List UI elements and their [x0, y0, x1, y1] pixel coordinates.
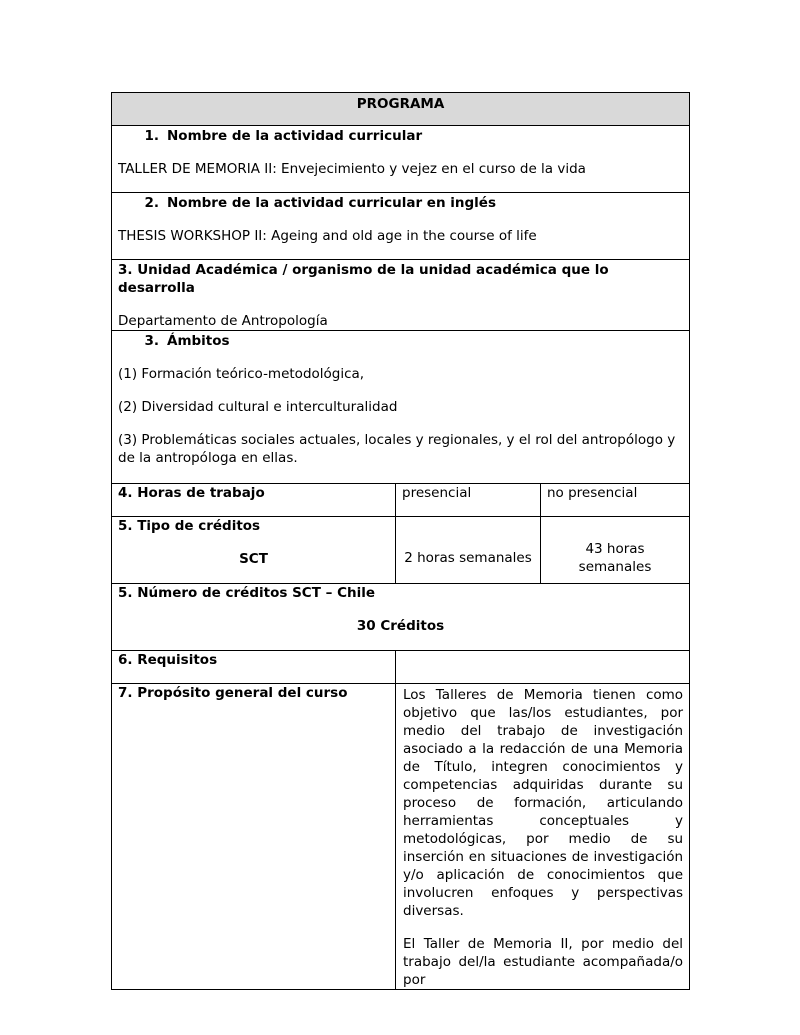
tipo-row	[112, 517, 690, 584]
tipo-presencial: 2 horas semanales	[396, 517, 541, 584]
program-table	[111, 92, 690, 990]
tipo-no-presencial: 43 horas semanales	[541, 517, 690, 584]
tipo-cell	[112, 517, 396, 584]
program-header-cell	[112, 93, 690, 126]
proposito-paragraph-1: Los Talleres de Memoria tienen como objetivo que las/los estudiantes, por medio del trabajo de investigación asociado a la redacción de una Memoria de Título, integren conocimientos y competencias adquiridas durante su proceso de formación, articulando herramientas conceptuales y metodológicas, por medio de su inserción en situaciones de investigación y/o aplicación de conocimientos que involucren enfoques y perspectivas diversas.	[403, 687, 684, 919]
ambito-item: (1) Formación teórico-metodológica,	[118, 366, 365, 382]
ambitos-number: 3.	[144, 333, 159, 349]
section-1-title: Nombre de la actividad curricular	[167, 128, 423, 144]
numero-label: 5. Número de créditos SCT – Chile	[118, 585, 375, 601]
ambitos-title: Ámbitos	[167, 333, 230, 349]
section-1-value: TALLER DE MEMORIA II: Envejecimiento y vejez en el curso de la vida	[118, 161, 586, 177]
section-3-row	[112, 260, 690, 331]
section-1-cell	[112, 126, 690, 193]
tipo-label: 5. Tipo de créditos	[118, 518, 261, 534]
proposito-row	[112, 684, 690, 990]
requisitos-value	[396, 651, 690, 684]
section-3-value: Departamento de Antropología	[118, 313, 328, 329]
horas-label: 4. Horas de trabajo	[112, 484, 396, 517]
section-2-row	[112, 193, 690, 260]
section-3-cell	[112, 260, 690, 331]
section-2-cell	[112, 193, 690, 260]
section-2-number: 2.	[144, 195, 159, 211]
proposito-cell	[396, 684, 690, 990]
numero-row	[112, 584, 690, 651]
numero-cell	[112, 584, 690, 651]
program-header: PROGRAMA	[356, 96, 445, 112]
section-1-number: 1.	[144, 128, 159, 144]
ambitos-cell	[112, 331, 690, 484]
program-header-row	[112, 93, 690, 126]
proposito-paragraph-2: El Taller de Memoria II, por medio del trabajo del/la estudiante acompañada/o por	[403, 936, 684, 988]
horas-presencial: presencial	[396, 484, 541, 517]
horas-row	[112, 484, 690, 517]
horas-no-presencial: no presencial	[541, 484, 690, 517]
section-2-title: Nombre de la actividad curricular en inglés	[167, 195, 496, 211]
requisitos-row	[112, 651, 690, 684]
tipo-value: SCT	[239, 551, 268, 567]
numero-value: 30 Créditos	[356, 618, 445, 634]
section-1-row	[112, 126, 690, 193]
ambito-item: (2) Diversidad cultural e interculturalidad	[118, 399, 398, 415]
ambito-item: (3) Problemáticas sociales actuales, locales y regionales, y el rol del antropólogo y de la antropóloga en ellas.	[118, 432, 676, 466]
section-2-value: THESIS WORKSHOP II: Ageing and old age in the course of life	[118, 228, 537, 244]
proposito-label: 7. Propósito general del curso	[112, 684, 396, 990]
section-3-title: 3. Unidad Académica / organismo de la unidad académica que lo desarrolla	[118, 262, 609, 296]
requisitos-label: 6. Requisitos	[112, 651, 396, 684]
ambitos-row	[112, 331, 690, 484]
